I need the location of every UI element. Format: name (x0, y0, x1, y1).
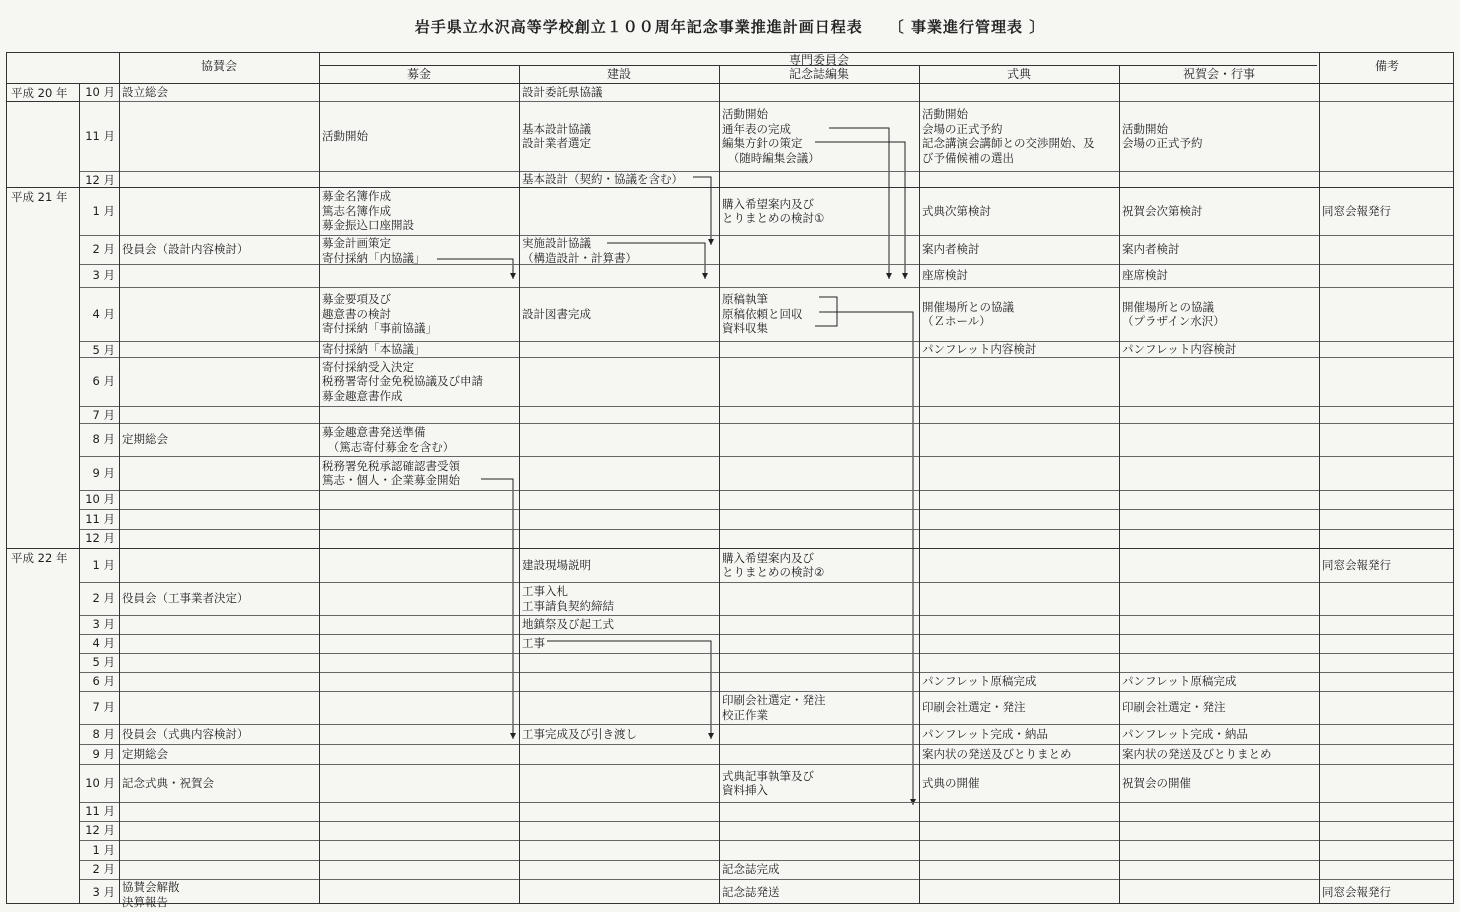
month-label: 9 月 (92, 465, 115, 480)
month-label: 4 月 (92, 636, 115, 650)
month-label: 1 月 (92, 557, 115, 572)
schedule-table (6, 52, 1454, 909)
shikiten-entry: 案内状の発送及びとりまとめ (922, 746, 1072, 761)
kinenshi-entry: 活動開始 通年表の完成 編集方針の策定 （随時編集会議） (722, 107, 820, 165)
shukugakai-entry: 座席検討 (1122, 268, 1168, 283)
kensetsu-entry: 基本設計（契約・協議を含む） (522, 172, 683, 186)
shikiten-entry: 印刷会社選定・発注 (922, 700, 1026, 715)
month-label: 2 月 (92, 242, 115, 256)
month-label: 5 月 (92, 655, 115, 669)
header-kinenshi: 記念誌編集 (788, 67, 849, 81)
shikiten-entry: 式典次第検討 (922, 203, 991, 218)
shikiten-entry: 案内者検討 (922, 242, 980, 257)
row-line (79, 423, 1453, 424)
shukugakai-entry: パンフレット原稿完成 (1122, 674, 1237, 689)
title-main: 岩手県立水沢高等学校創立１００周年記念事業推進計画日程表 (414, 18, 863, 36)
row-line (79, 653, 1453, 654)
bosyu-entry: 募金趣意書発送準備 （篤志寄付募金を含む） (322, 425, 455, 454)
bosyu-entry: 募金計画策定 寄付採納「内協議」 (322, 236, 426, 265)
month-label: 6 月 (92, 374, 115, 388)
year-divider-line (7, 548, 1453, 549)
shikiten-entry: パンフレット原稿完成 (922, 674, 1037, 689)
row-line (79, 490, 1453, 491)
col-line (119, 53, 120, 903)
biko-entry: 同窓会報発行 (1322, 203, 1391, 218)
kensetsu-entry: 設計委託県協議 (522, 84, 603, 99)
month-label: 11 月 (85, 128, 115, 143)
col-line (1119, 65, 1120, 903)
shukugakai-entry: パンフレット完成・納品 (1122, 726, 1248, 741)
kinenshi-entry: 記念誌発送 (722, 884, 780, 899)
month-label: 10 月 (85, 775, 115, 790)
month-label: 6 月 (92, 674, 115, 688)
month-label: 11 月 (85, 511, 115, 526)
month-label: 2 月 (92, 591, 115, 605)
shukugakai-entry: 開催場所との協議 （プラザイン水沢） (1122, 299, 1225, 328)
kinenshi-entry: 購入希望案内及び とりまとめの検討① (722, 196, 825, 225)
col-line (719, 65, 720, 903)
arrow-head (902, 273, 908, 279)
shukugakai-entry: 案内者検討 (1122, 242, 1180, 257)
row-line (79, 840, 1453, 841)
kinenshi-entry: 購入希望案内及び とりまとめの検討② (722, 550, 825, 579)
kensetsu-entry: 基本設計協議 設計業者選定 (522, 121, 591, 150)
biko-entry: 同窓会報発行 (1322, 884, 1391, 899)
shikiten-entry: パンフレット完成・納品 (922, 726, 1048, 741)
month-label: 12 月 (85, 173, 115, 187)
row-line (79, 860, 1453, 861)
col-line (919, 65, 920, 903)
month-label: 10 月 (85, 85, 115, 99)
kinenshi-entry: 原稿執筆 原稿依頼と回収 資料収集 (722, 292, 803, 336)
header-kensetsu: 建設 (606, 67, 631, 81)
bosyu-entry: 募金要項及び 趣意書の検討 寄付採納「事前協議」 (322, 292, 437, 336)
bosyu-entry: 活動開始 (322, 128, 368, 143)
shukugakai-entry: 印刷会社選定・発注 (1122, 700, 1226, 715)
arrow-head (886, 273, 892, 279)
row-line (79, 672, 1453, 673)
shukugakai-entry: 祝賀会次第検討 (1122, 203, 1203, 218)
kensetsu-entry: 工事 (522, 636, 545, 651)
kyosankai-entry: 役員会（設計内容検討） (122, 242, 249, 257)
month-label: 3 月 (92, 617, 115, 631)
month-label: 12 月 (85, 823, 115, 837)
month-label: 3 月 (92, 268, 115, 282)
month-label: 8 月 (92, 432, 115, 446)
shikiten-entry: 式典の開催 (922, 775, 980, 790)
title-subtitle: 〔 事業進行管理表 〕 (888, 18, 1046, 36)
year-label: 平成 21 年 (11, 190, 68, 204)
kensetsu-entry: 設計図書完成 (522, 306, 591, 321)
row-line (79, 821, 1453, 822)
kyosankai-entry: 役員会（工事業者決定） (122, 591, 249, 606)
col-line (319, 53, 320, 903)
shikiten-entry: 開催場所との協議 （Ｚホール） (922, 299, 1014, 328)
page-title (0, 16, 1460, 37)
bosyu-entry: 募金名簿作成 篤志名簿作成 募金振込口座開設 (322, 189, 414, 233)
shukugakai-entry: 活動開始 会場の正式予約 (1122, 121, 1203, 150)
month-label: 5 月 (92, 343, 115, 357)
month-label: 4 月 (92, 306, 115, 321)
kensetsu-entry: 建設現場説明 (522, 557, 591, 572)
kinenshi-entry: 式典記事執筆及び 資料挿入 (722, 768, 814, 797)
shikiten-entry: パンフレット内容検討 (922, 342, 1037, 356)
kyosankai-entry: 設立総会 (122, 84, 168, 99)
shukugakai-entry: 案内状の発送及びとりまとめ (1122, 746, 1272, 761)
month-label: 7 月 (92, 408, 115, 422)
month-label: 7 月 (92, 700, 115, 714)
shukugakai-entry: 祝賀会の開催 (1122, 775, 1191, 790)
month-label: 8 月 (92, 726, 115, 741)
header-shikiten: 式典 (1006, 67, 1031, 81)
biko-entry: 同窓会報発行 (1322, 557, 1391, 572)
kyosankai-entry: 定期総会 (122, 746, 168, 761)
kyosankai-entry: 役員会（式典内容検討） (122, 726, 249, 741)
kensetsu-entry: 工事完成及び引き渡し (522, 726, 637, 741)
month-label: 9 月 (92, 746, 115, 761)
year-label: 平成 22 年 (11, 551, 68, 565)
month-label: 1 月 (92, 842, 115, 857)
header-kyosankai: 協賛会 (200, 59, 237, 73)
shikiten-entry: 座席検討 (922, 268, 968, 283)
month-label: 12 月 (85, 531, 115, 545)
kinenshi-entry: 記念誌完成 (722, 862, 780, 877)
header-senmon: 専門委員会 (788, 53, 849, 67)
shukugakai-entry: パンフレット内容検討 (1122, 342, 1237, 356)
bosyu-entry: 税務署免税承認確認書受領 篤志・個人・企業募金開始 (322, 458, 460, 487)
col-line (1319, 53, 1320, 903)
kensetsu-entry: 工事入札 工事請負契約締結 (522, 584, 614, 613)
row-line (79, 509, 1453, 510)
kensetsu-entry: 地鎮祭及び起工式 (522, 617, 614, 632)
row-line (79, 634, 1453, 635)
kyosankai-entry: 定期総会 (122, 432, 168, 447)
row-line (79, 529, 1453, 530)
kinenshi-entry: 印刷会社選定・発注 校正作業 (722, 693, 826, 722)
col-line (519, 65, 520, 903)
kensetsu-entry: 実施設計協議 （構造設計・計算書） (522, 236, 637, 265)
year-label: 平成 20 年 (11, 86, 68, 100)
bosyu-entry: 寄付採納受入決定 税務署寄付金免税協議及び申請 募金趣意書作成 (322, 359, 483, 403)
header-bosyu: 募金 (406, 67, 431, 81)
kyosankai-entry: 記念式典・祝賀会 (122, 775, 214, 790)
arrow-head (702, 273, 708, 279)
arrow-bokin (481, 479, 513, 739)
bosyu-entry: 寄付採納「本協議」 (322, 342, 426, 356)
shikiten-entry: 活動開始 会場の正式予約 記念講演会講師との交渉開始、及 び予備候補の選出 (922, 107, 1095, 165)
month-label: 11 月 (85, 804, 115, 818)
month-label: 10 月 (85, 492, 115, 506)
month-label: 1 月 (92, 203, 115, 218)
arrow-head (510, 273, 516, 279)
month-label: 3 月 (92, 884, 115, 899)
row-line (79, 406, 1453, 407)
header-shukugakai: 祝賀会・行事 (1182, 67, 1255, 81)
month-label: 2 月 (92, 862, 115, 876)
header-biko: 備考 (1374, 59, 1399, 73)
kyosankai-entry: 協賛会解散 決算報告 (122, 880, 180, 909)
arrow-head (510, 733, 516, 739)
